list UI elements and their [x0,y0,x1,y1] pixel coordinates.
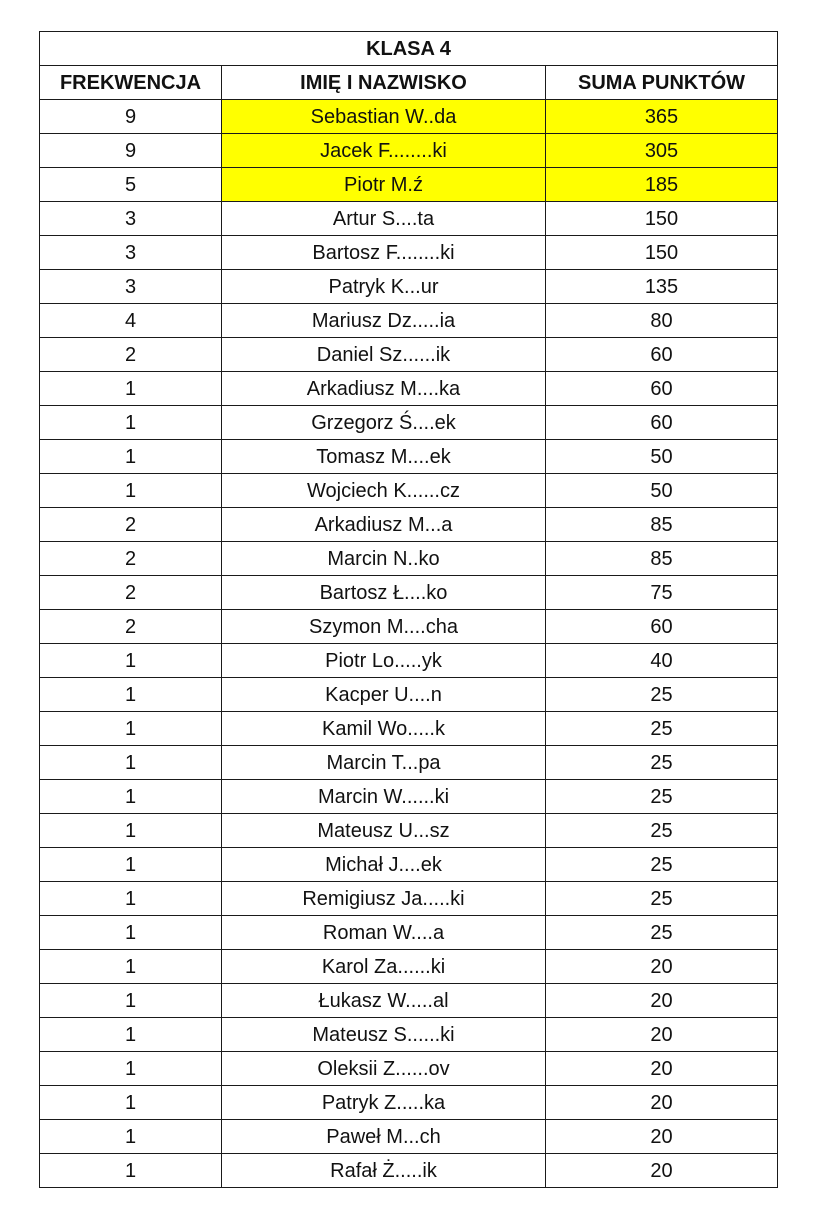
table-row [40,950,778,984]
points-cell: 50 [546,440,778,474]
table-row [40,1154,778,1188]
name-cell: Piotr Lo.....yk [222,644,546,678]
name-cell: Daniel Sz......ik [222,338,546,372]
attendance-cell: 9 [40,134,222,168]
points-cell: 20 [546,1018,778,1052]
points-cell: 25 [546,916,778,950]
name-cell: Jacek F........ki [222,134,546,168]
attendance-cell: 5 [40,168,222,202]
name-cell: Michał J....ek [222,848,546,882]
points-cell: 80 [546,304,778,338]
attendance-cell: 1 [40,644,222,678]
points-cell: 60 [546,406,778,440]
points-cell: 60 [546,610,778,644]
name-cell: Kacper U....n [222,678,546,712]
attendance-cell: 1 [40,1018,222,1052]
table-row [40,1018,778,1052]
name-cell: Grzegorz Ś....ek [222,406,546,440]
table-row [40,406,778,440]
table-row [40,270,778,304]
table-row [40,916,778,950]
attendance-cell: 1 [40,406,222,440]
attendance-cell: 2 [40,508,222,542]
table-row [40,372,778,406]
points-cell: 305 [546,134,778,168]
table-title-row [40,32,778,66]
points-cell: 85 [546,542,778,576]
name-cell: Patryk K...ur [222,270,546,304]
attendance-cell: 1 [40,746,222,780]
points-cell: 25 [546,814,778,848]
points-cell: 150 [546,202,778,236]
name-cell: Szymon M....cha [222,610,546,644]
points-cell: 50 [546,474,778,508]
table-row [40,576,778,610]
points-cell: 40 [546,644,778,678]
table-row [40,848,778,882]
attendance-cell: 3 [40,202,222,236]
attendance-cell: 1 [40,984,222,1018]
attendance-cell: 1 [40,1154,222,1188]
points-cell: 150 [546,236,778,270]
name-cell: Roman W....a [222,916,546,950]
points-cell: 25 [546,712,778,746]
points-cell: 365 [546,100,778,134]
points-cell: 185 [546,168,778,202]
table-title: KLASA 4 [40,32,778,66]
table-row [40,440,778,474]
column-header-points: SUMA PUNKTÓW [546,66,778,100]
attendance-cell: 2 [40,576,222,610]
name-cell: Oleksii Z......ov [222,1052,546,1086]
column-header-name: IMIĘ I NAZWISKO [222,66,546,100]
table-row [40,202,778,236]
points-cell: 75 [546,576,778,610]
table-row [40,814,778,848]
table-body [40,100,778,1188]
attendance-cell: 1 [40,712,222,746]
name-cell: Marcin T...pa [222,746,546,780]
points-cell: 25 [546,848,778,882]
scores-table [39,31,778,1188]
points-cell: 20 [546,984,778,1018]
points-cell: 20 [546,950,778,984]
table-row [40,984,778,1018]
attendance-cell: 1 [40,1086,222,1120]
table-row [40,338,778,372]
name-cell: Karol Za......ki [222,950,546,984]
attendance-cell: 1 [40,848,222,882]
points-cell: 135 [546,270,778,304]
table-row [40,508,778,542]
attendance-cell: 4 [40,304,222,338]
points-cell: 25 [546,780,778,814]
table-row [40,780,778,814]
table-row [40,236,778,270]
table-row [40,304,778,338]
table-row [40,474,778,508]
name-cell: Wojciech K......cz [222,474,546,508]
table-row [40,712,778,746]
name-cell: Bartosz Ł....ko [222,576,546,610]
attendance-cell: 1 [40,474,222,508]
points-cell: 25 [546,678,778,712]
table-row [40,100,778,134]
name-cell: Arkadiusz M...a [222,508,546,542]
points-cell: 60 [546,338,778,372]
points-cell: 20 [546,1086,778,1120]
column-header-attendance: FREKWENCJA [40,66,222,100]
table-row [40,542,778,576]
attendance-cell: 1 [40,814,222,848]
attendance-cell: 1 [40,1120,222,1154]
points-cell: 20 [546,1052,778,1086]
name-cell: Łukasz W.....al [222,984,546,1018]
name-cell: Rafał Ż.....ik [222,1154,546,1188]
name-cell: Kamil Wo.....k [222,712,546,746]
attendance-cell: 3 [40,270,222,304]
attendance-cell: 1 [40,882,222,916]
table-row [40,1086,778,1120]
attendance-cell: 2 [40,610,222,644]
attendance-cell: 3 [40,236,222,270]
name-cell: Paweł M...ch [222,1120,546,1154]
name-cell: Marcin W......ki [222,780,546,814]
table-row [40,1052,778,1086]
attendance-cell: 9 [40,100,222,134]
table-row [40,882,778,916]
attendance-cell: 1 [40,1052,222,1086]
name-cell: Tomasz M....ek [222,440,546,474]
table-row [40,168,778,202]
table-row [40,610,778,644]
table-row [40,1120,778,1154]
attendance-cell: 1 [40,678,222,712]
table-row [40,134,778,168]
attendance-cell: 2 [40,542,222,576]
points-cell: 85 [546,508,778,542]
table-row [40,678,778,712]
name-cell: Arkadiusz M....ka [222,372,546,406]
points-cell: 25 [546,746,778,780]
table-header-row [40,66,778,100]
name-cell: Marcin N..ko [222,542,546,576]
name-cell: Piotr M.ź [222,168,546,202]
attendance-cell: 1 [40,950,222,984]
attendance-cell: 1 [40,916,222,950]
attendance-cell: 1 [40,780,222,814]
table-row [40,746,778,780]
attendance-cell: 2 [40,338,222,372]
name-cell: Mateusz U...sz [222,814,546,848]
name-cell: Remigiusz Ja.....ki [222,882,546,916]
name-cell: Mariusz Dz.....ia [222,304,546,338]
attendance-cell: 1 [40,440,222,474]
points-cell: 25 [546,882,778,916]
points-cell: 20 [546,1154,778,1188]
points-cell: 60 [546,372,778,406]
name-cell: Artur S....ta [222,202,546,236]
table-row [40,644,778,678]
name-cell: Sebastian W..da [222,100,546,134]
attendance-cell: 1 [40,372,222,406]
name-cell: Patryk Z.....ka [222,1086,546,1120]
name-cell: Mateusz S......ki [222,1018,546,1052]
points-cell: 20 [546,1120,778,1154]
name-cell: Bartosz F........ki [222,236,546,270]
